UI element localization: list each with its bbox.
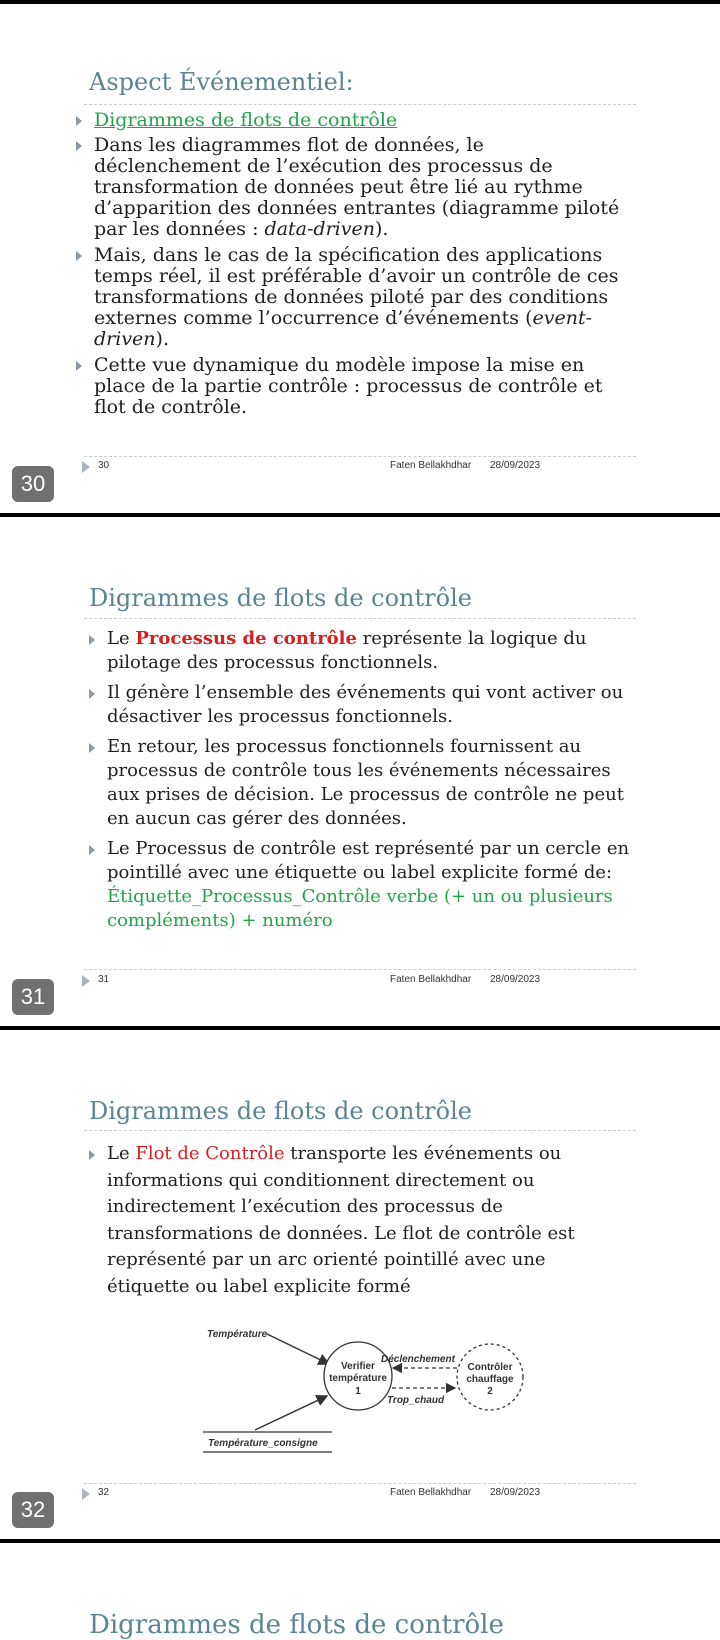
- bullet-item: [76, 245, 636, 350]
- bullet-item: [89, 837, 637, 933]
- process2-name-2: chauffage: [466, 1374, 514, 1385]
- highlight-processus: Processus de contrôle: [135, 628, 357, 649]
- bullet-icon: [89, 689, 95, 699]
- bullet-emphasis: event-driven: [94, 307, 592, 350]
- flow-label-declenchement: Déclenchement: [381, 1354, 455, 1365]
- bullet-item: [76, 135, 636, 240]
- page-badge: 31: [12, 979, 54, 1015]
- footer-arrow-icon: [82, 975, 90, 987]
- bullet-text: Le: [107, 628, 136, 649]
- bullet-item: [89, 1141, 609, 1300]
- slide-title: Digrammes de flots de contrôle: [89, 584, 472, 612]
- bullet-text: Le: [107, 1143, 136, 1164]
- bullet-emphasis: data-driven: [264, 218, 375, 240]
- bullet-item: [76, 355, 636, 418]
- footer-author: Faten Bellakhdhar: [390, 1487, 472, 1498]
- footer-divider: [84, 969, 636, 970]
- bullet-icon: [89, 743, 95, 753]
- bullet-text: Dans les diagrammes flot de données, le déclenchement de l’exécution des processus de transformation de données peut être lié au rythme d’apparition des données entrantes (diagramme piloté par les données :: [94, 134, 620, 240]
- bullet-icon: [76, 251, 82, 261]
- bullet-item: [89, 681, 637, 729]
- slide-footer: [82, 460, 636, 474]
- highlight-flot: Flot de Contrôle: [135, 1143, 285, 1164]
- bullet-text-tail: ).: [155, 328, 169, 350]
- process1-number: 1: [355, 1386, 361, 1397]
- footer-author: Faten Bellakhdhar: [390, 974, 472, 985]
- slide-31: [0, 513, 720, 1026]
- bullet-text: Cette vue dynamique du modèle impose la mise en place de la partie contrôle : processus de contrôle et flot de contrôle.: [94, 354, 603, 418]
- link-digrammes[interactable]: Digrammes de flots de contrôle: [94, 109, 398, 131]
- footer-divider: [84, 1483, 636, 1484]
- footer-page-number: 30: [98, 460, 110, 471]
- process2-number: 2: [487, 1386, 493, 1397]
- footer-arrow-icon: [82, 461, 90, 473]
- footer-page-number: 31: [98, 974, 110, 985]
- process1-name: Verifier: [341, 1361, 375, 1372]
- bullet-text: Le Processus de contrôle est représenté par un cercle en pointillé avec une étiquette ou label explicite formé de:: [107, 838, 630, 883]
- title-divider: [84, 618, 636, 619]
- bullet-item: [89, 735, 637, 831]
- title-divider: [84, 1130, 636, 1131]
- bullet-icon: [89, 1150, 95, 1160]
- process2-name: Contrôler: [467, 1362, 513, 1373]
- bullet-icon: [89, 845, 95, 855]
- footer-date: 28/09/2023: [490, 974, 541, 985]
- title-divider: [84, 104, 636, 105]
- slide-footer: [82, 1487, 636, 1501]
- arrow-temperature: [267, 1334, 329, 1364]
- bullet-text-tail: ).: [374, 218, 389, 240]
- bullet-list: [89, 1141, 609, 1300]
- bullet-list: [89, 627, 637, 933]
- footer-date: 28/09/2023: [490, 460, 541, 471]
- footer-page-number: 32: [98, 1487, 110, 1498]
- bullet-item[interactable]: [76, 110, 636, 131]
- slide-33: [0, 1539, 720, 1640]
- slide-title: Digrammes de flots de contrôle: [89, 1097, 472, 1125]
- control-flow-diagram: [195, 1316, 555, 1476]
- footer-date: 28/09/2023: [490, 1487, 541, 1498]
- arrow-consigne: [255, 1396, 327, 1430]
- bullet-text-tail: transporte les événements ou informations qui conditionnent directement ou indirectement l’exécution des processus de transformations de données. Le flot de contrôle est représenté par un arc orienté pointillé avec une étiquette ou label explicite formé: [107, 1143, 575, 1297]
- bullet-text-tail: représente la logique du pilotage des processus fonctionnels.: [107, 628, 587, 673]
- label-format: Étiquette_Processus_Contrôle verbe (+ un ou plusieurs compléments) + numéro: [107, 886, 613, 931]
- process1-name-2: température: [329, 1373, 387, 1384]
- bullet-text: Il génère l’ensemble des événements qui vont activer ou désactiver les processus fonctionnels.: [107, 682, 624, 727]
- flow-label-trop-chaud: Trop_chaud: [387, 1395, 445, 1406]
- footer-arrow-icon: [82, 1488, 90, 1500]
- page-badge: 30: [12, 466, 54, 502]
- bullet-icon: [76, 116, 82, 126]
- bullet-list: [76, 110, 636, 418]
- bullet-text: En retour, les processus fonctionnels fournissent au processus de contrôle tous les événements nécessaires aux prises de décision. Le processus de contrôle ne peut en aucun cas gérer des données.: [107, 736, 624, 829]
- slide-title: Digrammes de flots de contrôle: [89, 1610, 504, 1640]
- bullet-item: [89, 627, 637, 675]
- label-temperature: Température: [207, 1329, 268, 1340]
- label-temperature-consigne: Température_consigne: [208, 1438, 318, 1449]
- page-badge: 32: [12, 1492, 54, 1528]
- bullet-icon: [89, 635, 95, 645]
- bullet-icon: [76, 361, 82, 371]
- footer-author: Faten Bellakhdhar: [390, 460, 472, 471]
- slide-30: [0, 0, 720, 513]
- footer-divider: [84, 456, 636, 457]
- bullet-text: Mais, dans le cas de la spécification des applications temps réel, il est préférable d’avoir un contrôle de ces transformations de données piloté par des conditions externes comme l’occurrence d’événements (: [94, 244, 619, 329]
- slide-footer: [82, 974, 636, 988]
- bullet-icon: [76, 141, 82, 151]
- slide-title: Aspect Événementiel:: [89, 68, 354, 96]
- slide-32: [0, 1026, 720, 1539]
